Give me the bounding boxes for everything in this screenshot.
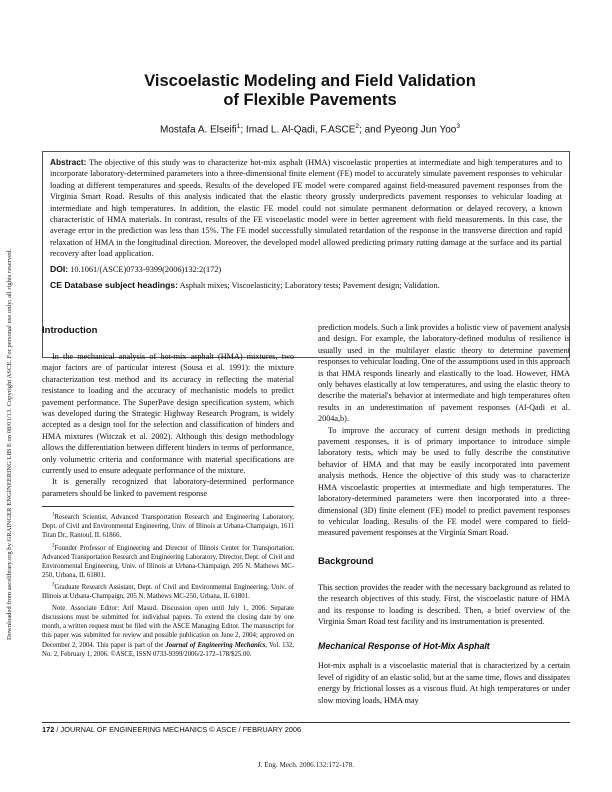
subject-headings-label: CE Database subject headings: [50,279,178,290]
footnote-divider [42,506,294,507]
right-paragraph-2: To improve the accuracy of current design methods in predicting pavement responses, it is of primary importance to introduce simple laboratory tests, which may be used to fully describe the constitutive behavior of HMA and that may be easily incorporated into pavement analysis methods. Hence the objective of this study was to characterize HMA viscoelastic properties at intermediate and high temperatures. The laboratory-determined parameters were then incorporated into a three-dimensional (3D) finite element (FE) model to predict pavement responses to vehicular loading. Results of the FE model were compared to field-measured pavement responses at the Virginia Smart Road. [318,425,570,538]
abstract-label: Abstract: [50,157,87,167]
introduction-heading: Introduction [42,325,98,336]
mechanical-response-heading: Mechanical Response of Hot-Mix Asphalt [318,641,490,652]
doi-value: 10.1061/(ASCE)0733-9399(2006)132:2(172) [70,264,222,274]
page-number: 172 [42,725,55,734]
author-2: ; Imad L. Al-Qadi, F.ASCE [240,124,356,136]
journal-name: Journal of Engineering Mechanics [165,641,266,649]
author-2-affil: 2 [355,123,360,130]
page-footer [42,725,570,735]
paper-title [60,72,560,110]
editorial-note-text: Note. Associate Editor: Arif Masud. Discussion open until July 1, 2006. Separate discussions must be submitted for individual papers. To extend the closing date by one month, a written request must be filed with the ASCE Managing Editor. The manuscript for this paper was submitted for review and possible publication on June 2, 2004; approved on December 2, 2004. This paper is part of the [42,605,294,649]
author-line [60,120,560,136]
subject-headings-text: Asphalt mixes; Viscoelasticity; Laboratory tests; Pavement design; Validation. [179,280,440,290]
abstract-text: The objective of this study was to characterize hot-mix asphalt (HMA) viscoelastic properties at intermediate and high temperatures and to incorporate laboratory-determined parameters into a three-dimensional finite element (FE) model to accurately simulate pavement responses to vehicular loading at different temperatures and speeds. Results of the developed FE model were compared against field-measured pavement responses from the Virginia Smart Road. Results of this analysis indicated that the elastic theory grossly underpredicts pavement responses to vehicular loading at intermediate and high temperatures. In addition, the elastic FE model could not simulate permanent deformation or delayed recovery, a known characteristic of HMA materials. In contrast, results of the FE viscoelastic model were in better agreement with field measurements. In this case, the average error in the prediction was less than 15%. The FE model successfully simulated retardation of the response in the transverse direction and rapid relaxation of HMA in the longitudinal direction. Moreover, the developed model allowed predicting primary rutting damage at the surface and its partial recovery after load application. [50,158,562,259]
footnote-1-number: 1 [52,513,55,519]
author-1-affil: 1 [236,123,241,130]
left-column [42,322,294,662]
mechanical-response-paragraph: Hot-mix asphalt is a viscoelastic material that is characterized by a certain level of rigidity of an elastic solid, but at the same time, flows and dissipates energy by frictional losses as a viscous fluid. At high temperatures or under slow moving loads, HMA may [318,661,570,705]
author-1: Mostafa A. Elseifi [160,124,237,136]
title-line-1: Viscoelastic Modeling and Field Validation [144,72,476,90]
footnote-3-number: 3 [52,582,55,588]
footnotes [42,513,294,658]
download-watermark: Downloaded from ascelibrary.org by GRAINGER ENGINEERING LIB E on 08/01/13. Copyright ASCE. For personal use only; all rights reserved. [6,249,13,640]
footnote-3 [42,583,294,601]
footnote-2 [42,544,294,580]
right-paragraph-1: prediction models. Such a link provides a holistic view of pavement analysis and design. For example, the laboratory-defined modulus of resilience is usually used in the multilayer elastic theory to determine pavement responses to vehicular loading. One of the assumptions used in this approach is that HMA responds linearly and elastically to the load. However, HMA only behaves elastically at low temperatures, and using the elastic theory to describe the material's behavior at intermediate and high temperatures often results in an underestimation of pavement responses (Al-Qadi et al. 2004a,b). [318,323,570,424]
bottom-citation: J. Eng. Mech. 2006.132:172-178. [257,761,355,769]
background-paragraph: This section provides the reader with the necessary background as related to the research objectives of this study. First, the viscoelastic nature of HMA and its response to loading is described. Then, a brief overview of the Virginia Smart Road test facility and its instrumentation is presented. [318,582,570,626]
title-line-2: of Flexible Pavements [223,91,397,109]
footnote-1 [42,513,294,540]
footnote-2-text: Founder Professor of Engineering and Director of Illinois Center for Transportation, Advanced Transportation Research and Engineering Laboratory, Director, Dept. of Civil and Environmental Engineering, Univ. of Illinois at Urbana-Champaign, 205 N. Mathews MC-250, Urbana, IL 61801. [42,544,294,579]
footnote-3-text: Graduate Research Assistant, Dept. of Civil and Environmental Engineering, Univ. of Illinois at Urbana-Champaign, 205 N. Mathews MC-250, Urbana, IL 61801. [42,583,294,601]
footer-divider [42,722,570,723]
abstract-paragraph [50,157,562,260]
editorial-note [42,604,294,659]
editorial-note-citation: , Vol. 132, No. 2, February 1, 2006. ©ASCE, ISSN 0733-9399/2006/2-172–178/$25.00. [42,641,295,658]
author-3: ; and Pyeong Jun Yoo [359,124,457,136]
author-3-affil: 3 [456,123,460,130]
footnote-2-number: 2 [52,543,55,549]
introduction-paragraph-2: It is generally recognized that laboratory-determined performance parameters should be linked to pavement response [42,477,294,498]
introduction-paragraph-1: In the mechanical analysis of hot-mix asphalt (HMA) mixtures, two major factors are of particular interest (Sousa et al. 1991): the mixture characterization test method and its accuracy in reflecting the material resistance to loading and the accuracy of mechanistic models to predict pavement performance. The SuperPave design specification system, which was developed during the Strategic Highway Research Program, is widely accepted as a design tool for the selection and classification of binders and HMA mixtures (Witczak et al. 2002). Although this design methodology allows the differentiation between different binders in terms of performance, only volumetric criteria and conformance with material specifications are currently used to ensure adequate performance of the mixture. [42,352,294,476]
right-column [318,322,570,706]
journal-footer-info: / JOURNAL OF ENGINEERING MECHANICS © ASCE / FEBRUARY 2006 [54,725,302,734]
doi-line [50,264,562,275]
section-spacer [318,539,570,553]
footnote-1-text: Research Scientist, Advanced Transportation Research and Engineering Laboratory, Dept. of Civil and Environmental Engineering, Univ. of Illinois at Urbana-Champaign, 1611 Titan Dr., Rantoul, IL 61866. [42,514,294,540]
background-heading: Background [318,555,374,567]
subject-headings-line [50,280,562,291]
doi-label: DOI: [50,263,69,274]
